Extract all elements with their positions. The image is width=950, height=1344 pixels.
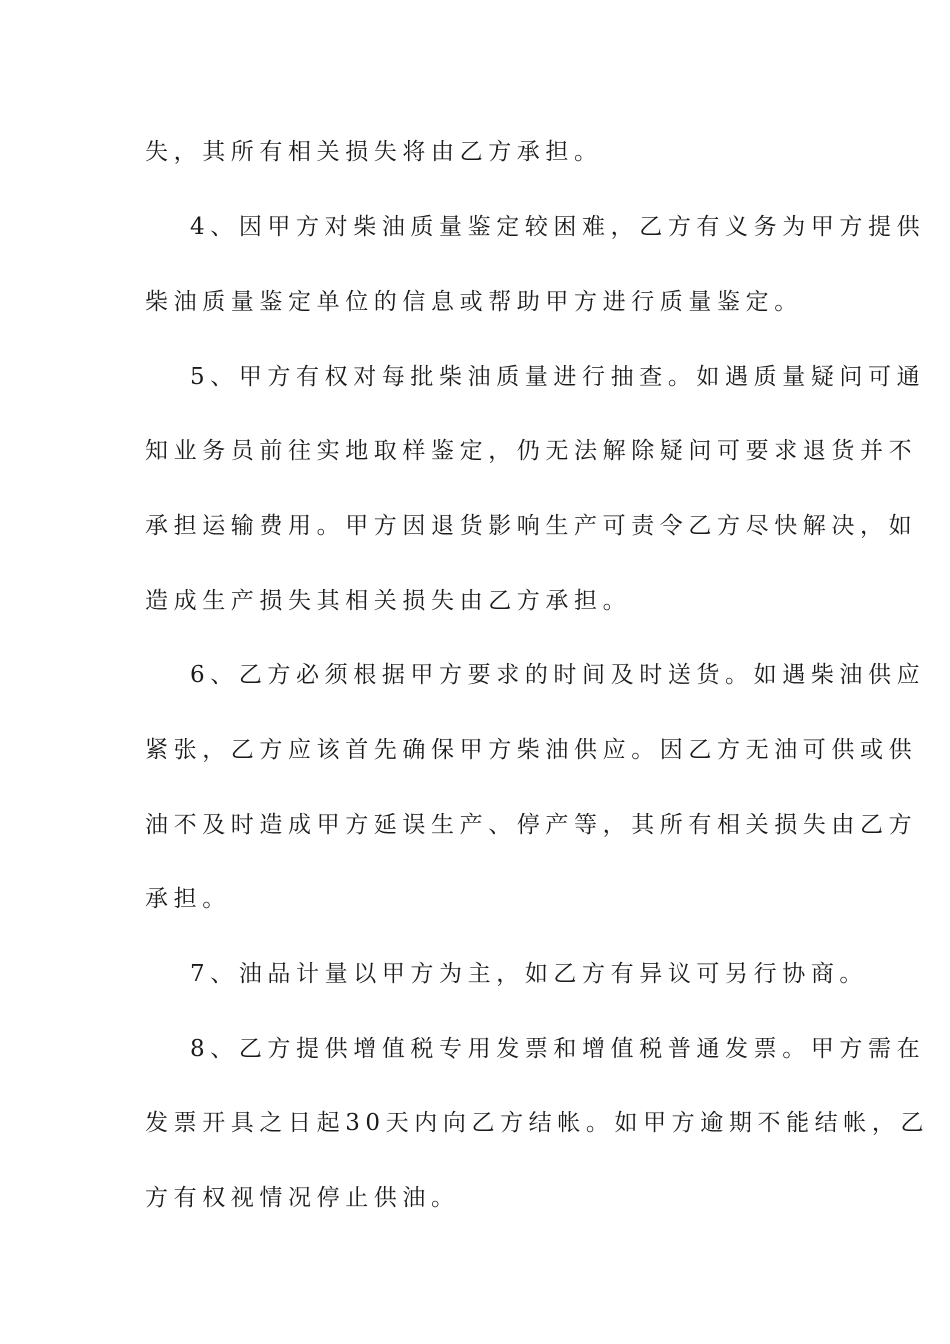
clause-8-line-3: 方有权视情况停止供油。 [145,1185,460,1211]
clause-3-continuation-line: 失，其所有相关损失将由乙方承担。 [145,139,603,165]
clause-6-line-4: 承担。 [145,886,231,912]
clause-8-line-2: 发票开具之日起30天内向乙方结帐。如甲方逾期不能结帐，乙 [145,1110,930,1136]
clause-4-line-1: 4、因甲方对柴油质量鉴定较困难，乙方有义务为甲方提供 [190,214,926,240]
clause-6-line-1: 6、乙方必须根据甲方要求的时间及时送货。如遇柴油供应 [190,662,926,688]
clause-6-line-2: 紧张，乙方应该首先确保甲方柴油供应。因乙方无油可供或供 [145,737,918,763]
clause-5-line-4: 造成生产损失其相关损失由乙方承担。 [145,588,632,614]
clause-7-line-1: 7、油品计量以甲方为主，如乙方有异议可另行协商。 [190,961,869,987]
clause-5-line-3: 承担运输费用。甲方因退货影响生产可责令乙方尽快解决，如 [145,513,918,539]
clause-6-line-3: 油不及时造成甲方延误生产、停产等，其所有相关损失由乙方 [145,812,918,838]
clause-4-line-2: 柴油质量鉴定单位的信息或帮助甲方进行质量鉴定。 [145,289,803,315]
clause-5-line-2: 知业务员前往实地取样鉴定，仍无法解除疑问可要求退货并不 [145,438,918,464]
clause-8-line-1: 8、乙方提供增值税专用发票和增值税普通发票。甲方需在 [190,1036,926,1062]
clause-5-line-1: 5、甲方有权对每批柴油质量进行抽查。如遇质量疑问可通 [190,364,926,390]
